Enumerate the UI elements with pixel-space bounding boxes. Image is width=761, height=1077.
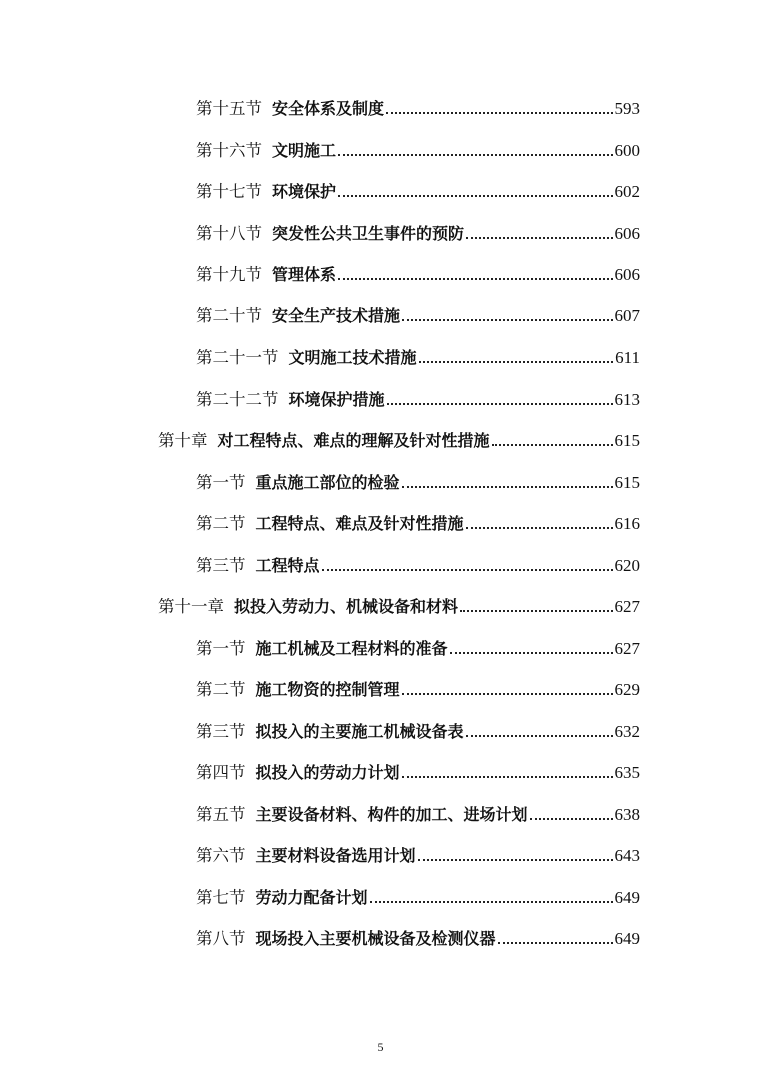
entry-page: 638 bbox=[614, 805, 640, 824]
entry-page: 635 bbox=[614, 763, 640, 782]
entry-title: 文明施工技术措施 bbox=[288, 348, 417, 367]
dot-leader bbox=[466, 236, 612, 239]
entry-number: 第十一章 bbox=[158, 597, 224, 616]
entry-page: 606 bbox=[614, 224, 640, 243]
entry-number: 第十五节 bbox=[196, 99, 262, 118]
entry-page: 615 bbox=[614, 473, 640, 492]
toc-entry[interactable] bbox=[196, 139, 640, 163]
dot-leader bbox=[492, 443, 613, 446]
entry-page: 615 bbox=[614, 431, 640, 450]
entry-title: 主要设备材料、构件的加工、进场计划 bbox=[255, 805, 528, 824]
entry-title: 施工机械及工程材料的准备 bbox=[255, 639, 448, 658]
toc-entry[interactable] bbox=[196, 554, 640, 578]
dot-leader bbox=[338, 194, 612, 197]
toc-entry[interactable] bbox=[196, 720, 640, 744]
entry-number: 第十九节 bbox=[196, 265, 262, 284]
entry-title: 安全体系及制度 bbox=[272, 99, 385, 118]
entry-number: 第三节 bbox=[196, 556, 246, 575]
entry-number: 第十章 bbox=[158, 431, 208, 450]
entry-title: 主要材料设备选用计划 bbox=[255, 846, 416, 865]
entry-number: 第五节 bbox=[196, 805, 246, 824]
entry-number: 第二十一节 bbox=[196, 348, 279, 367]
entry-title: 重点施工部位的检验 bbox=[255, 473, 400, 492]
entry-title: 安全生产技术措施 bbox=[272, 306, 401, 325]
entry-number: 第六节 bbox=[196, 846, 246, 865]
entry-number: 第一节 bbox=[196, 639, 246, 658]
entry-number: 第十八节 bbox=[196, 224, 262, 243]
entry-page: 627 bbox=[614, 639, 640, 658]
entry-page: 649 bbox=[614, 888, 640, 907]
entry-number: 第二十节 bbox=[196, 306, 262, 325]
dot-leader bbox=[418, 858, 613, 861]
entry-page: 629 bbox=[614, 680, 640, 699]
dot-leader bbox=[322, 568, 613, 571]
entry-title: 环境保护 bbox=[272, 182, 337, 201]
entry-page: 632 bbox=[614, 722, 640, 741]
entry-page: 593 bbox=[614, 99, 640, 118]
entry-title: 对工程特点、难点的理解及针对性措施 bbox=[217, 431, 490, 450]
toc-chapter-entry[interactable] bbox=[158, 595, 640, 619]
entry-title: 拟投入的主要施工机械设备表 bbox=[255, 722, 464, 741]
entry-page: 602 bbox=[614, 182, 640, 201]
entry-number: 第十七节 bbox=[196, 182, 262, 201]
dot-leader bbox=[338, 153, 612, 156]
entry-title: 劳动力配备计划 bbox=[255, 888, 368, 907]
page-number: 5 bbox=[377, 1040, 384, 1054]
dot-leader bbox=[402, 775, 613, 778]
toc-entry[interactable] bbox=[196, 388, 640, 412]
toc-entry[interactable] bbox=[196, 512, 640, 536]
entry-number: 第八节 bbox=[196, 929, 246, 948]
entry-title: 工程特点、难点及针对性措施 bbox=[255, 514, 464, 533]
entry-title: 管理体系 bbox=[272, 265, 337, 284]
toc-entry[interactable] bbox=[196, 222, 640, 246]
toc-entry[interactable] bbox=[196, 803, 640, 827]
dot-leader bbox=[466, 526, 613, 529]
entry-title: 施工物资的控制管理 bbox=[255, 680, 400, 699]
entry-page: 620 bbox=[614, 556, 640, 575]
entry-number: 第三节 bbox=[196, 722, 246, 741]
toc-entry[interactable] bbox=[196, 346, 640, 370]
entry-number: 第二十二节 bbox=[196, 390, 279, 409]
entry-title: 工程特点 bbox=[255, 556, 320, 575]
entry-title: 现场投入主要机械设备及检测仪器 bbox=[255, 929, 496, 948]
entry-title: 拟投入的劳动力计划 bbox=[255, 763, 400, 782]
toc-entry[interactable] bbox=[196, 761, 640, 785]
entry-page: 649 bbox=[614, 929, 640, 948]
dot-leader bbox=[460, 609, 612, 612]
dot-leader bbox=[370, 900, 613, 903]
toc-entry[interactable] bbox=[196, 678, 640, 702]
entry-page: 606 bbox=[614, 265, 640, 284]
dot-leader bbox=[419, 360, 614, 363]
entry-number: 第一节 bbox=[196, 473, 246, 492]
entry-title: 环境保护措施 bbox=[288, 390, 385, 409]
entry-number: 第二节 bbox=[196, 680, 246, 699]
entry-title: 拟投入劳动力、机械设备和材料 bbox=[234, 597, 459, 616]
toc-chapter-entry[interactable] bbox=[158, 429, 640, 453]
entry-title: 突发性公共卫生事件的预防 bbox=[272, 224, 465, 243]
entry-page: 643 bbox=[614, 846, 640, 865]
dot-leader bbox=[402, 692, 613, 695]
dot-leader bbox=[386, 111, 612, 114]
dot-leader bbox=[387, 402, 613, 405]
dot-leader bbox=[450, 651, 613, 654]
toc-entry[interactable] bbox=[196, 471, 640, 495]
entry-page: 600 bbox=[614, 141, 640, 160]
dot-leader bbox=[402, 485, 613, 488]
toc-entry[interactable] bbox=[196, 263, 640, 287]
toc-entry[interactable] bbox=[196, 637, 640, 661]
toc-entry[interactable] bbox=[196, 97, 640, 121]
toc-entry[interactable] bbox=[196, 180, 640, 204]
entry-page: 616 bbox=[614, 514, 640, 533]
dot-leader bbox=[402, 318, 612, 321]
entry-number: 第四节 bbox=[196, 763, 246, 782]
toc-entry[interactable] bbox=[196, 927, 640, 951]
dot-leader bbox=[530, 817, 613, 820]
entry-page: 627 bbox=[614, 597, 640, 616]
toc-entry[interactable] bbox=[196, 886, 640, 910]
entry-page: 611 bbox=[615, 348, 640, 367]
entry-page: 613 bbox=[614, 390, 640, 409]
entry-number: 第七节 bbox=[196, 888, 246, 907]
entry-number: 第二节 bbox=[196, 514, 246, 533]
dot-leader bbox=[466, 734, 613, 737]
entry-number: 第十六节 bbox=[196, 141, 262, 160]
dot-leader bbox=[338, 277, 612, 280]
toc-entry[interactable] bbox=[196, 304, 640, 328]
dot-leader bbox=[498, 941, 613, 944]
entry-page: 607 bbox=[614, 306, 640, 325]
entry-title: 文明施工 bbox=[272, 141, 337, 160]
toc-entry[interactable] bbox=[196, 844, 640, 868]
